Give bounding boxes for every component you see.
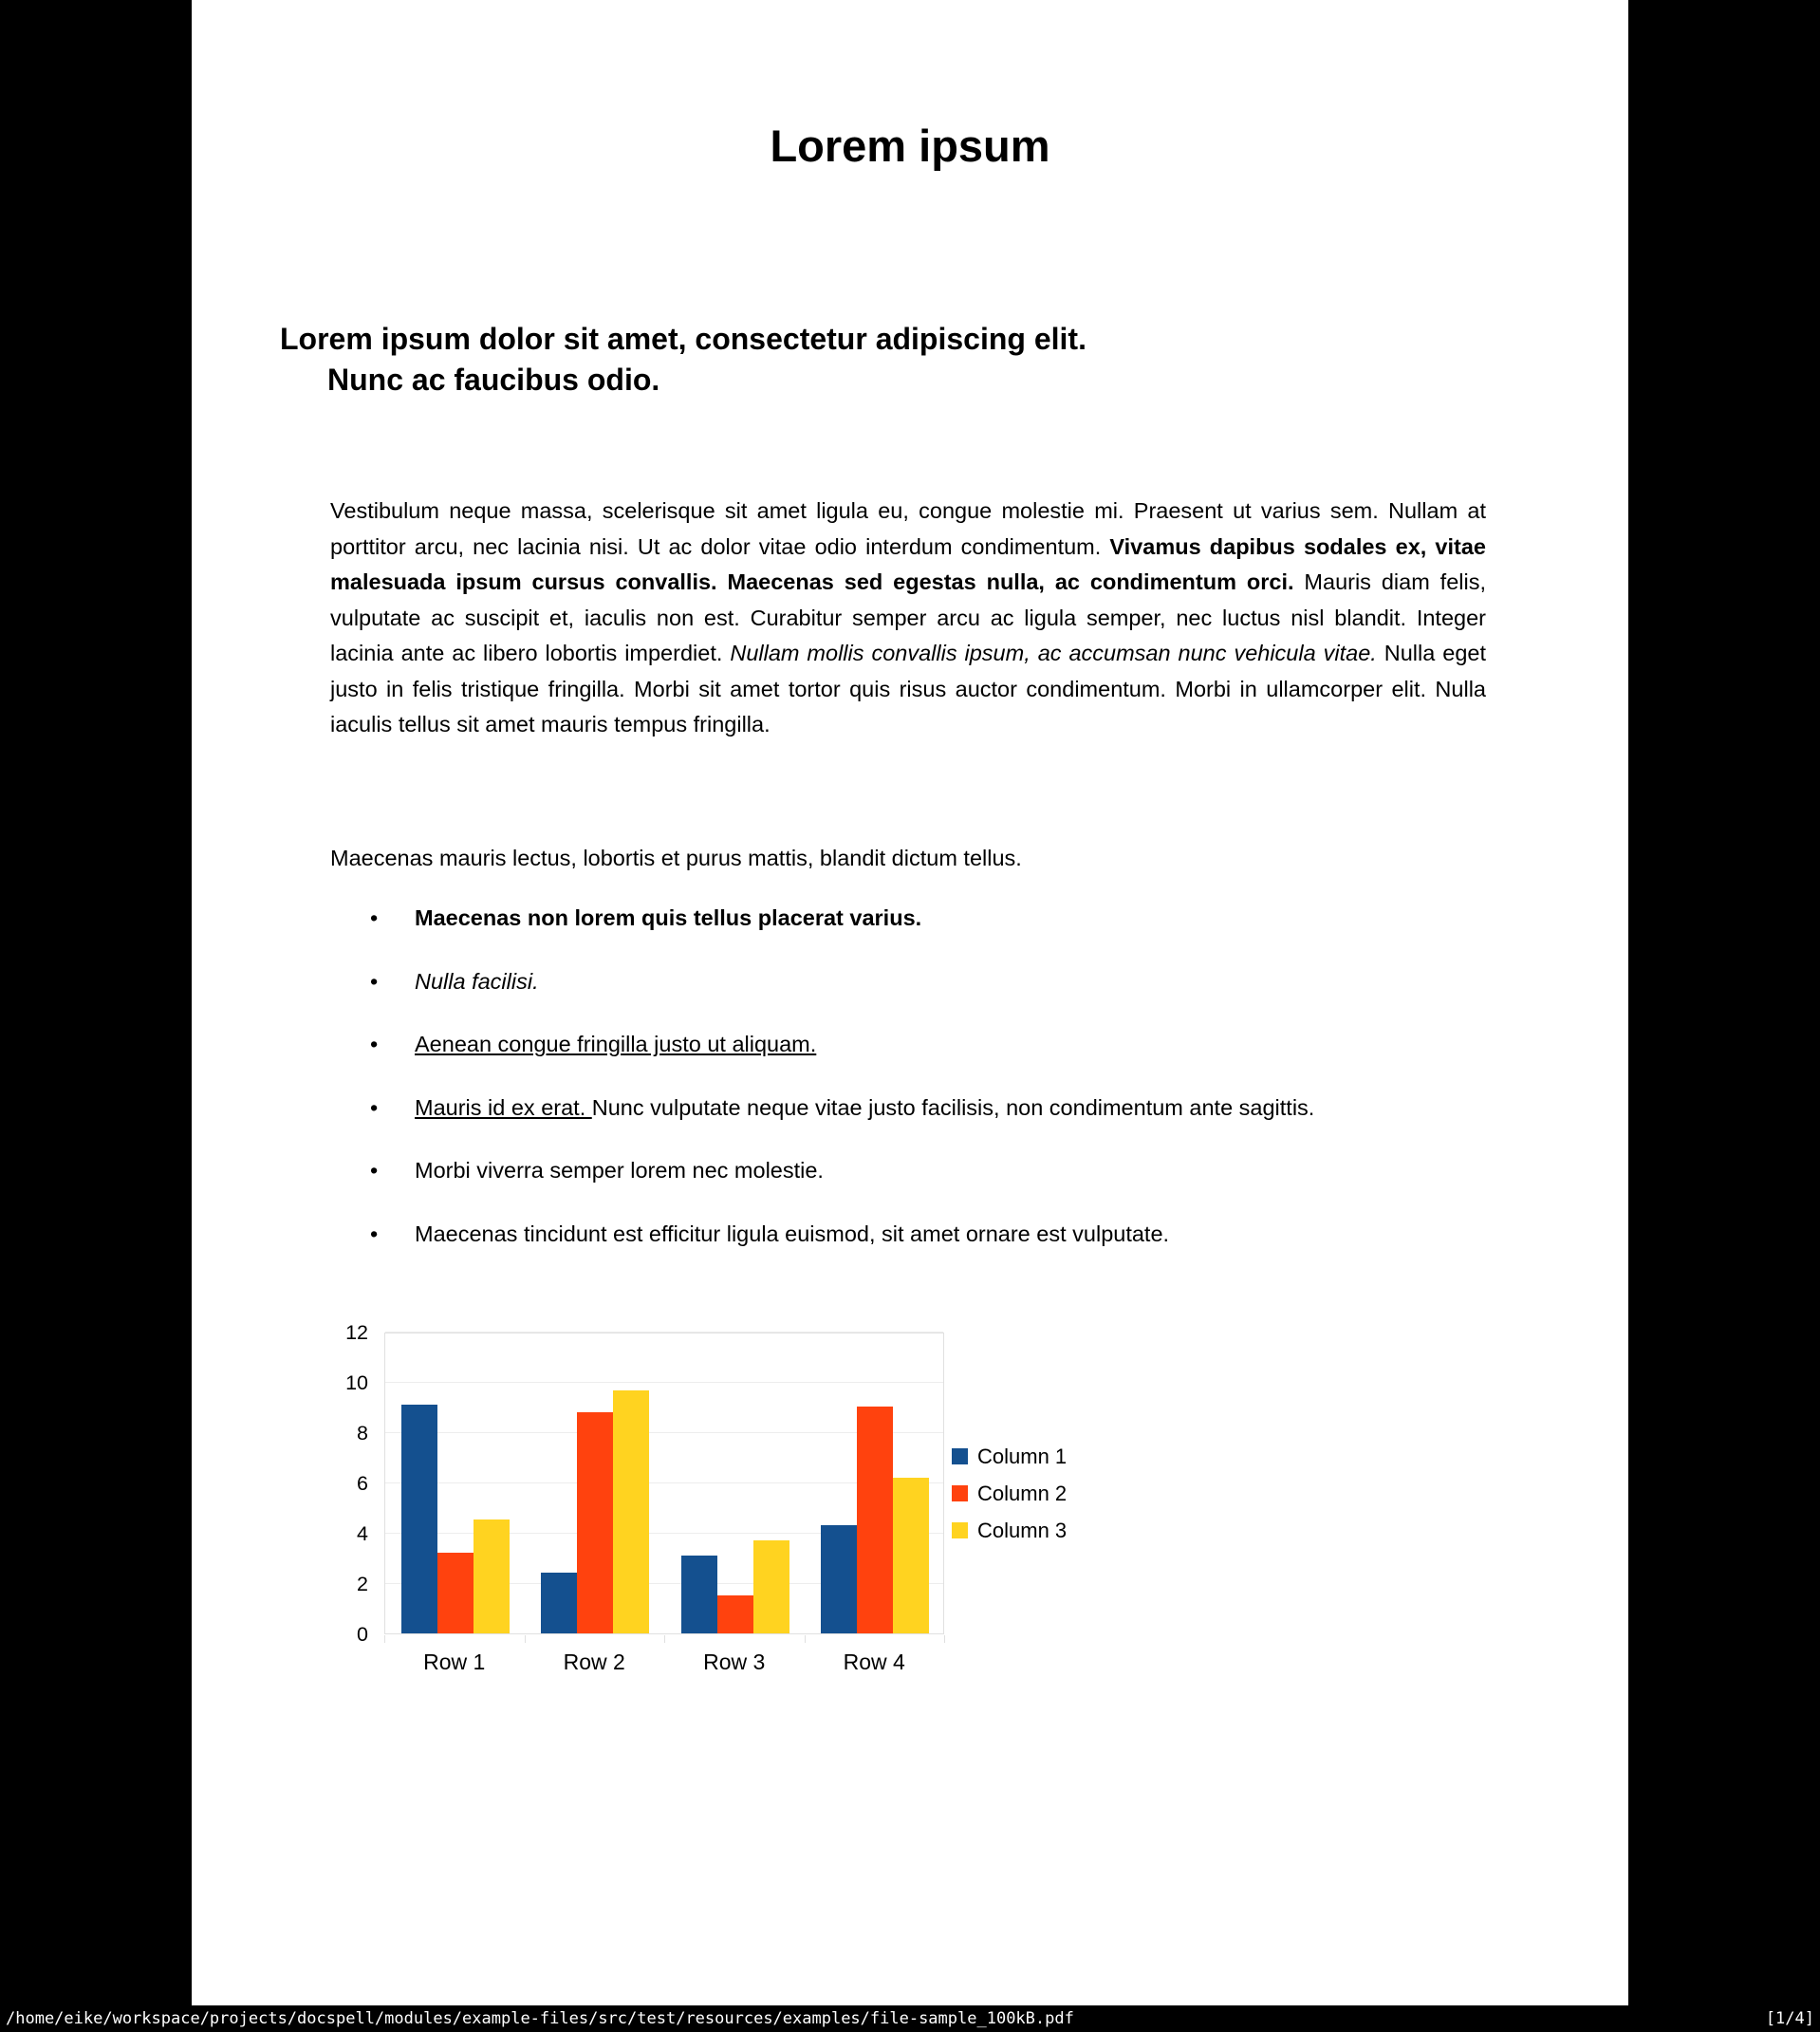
- list-item: [370, 1027, 1488, 1063]
- text-run: Vivamus dapibus sodales ex, vitae malesuada ipsum cursus convallis. Maecenas sed egestas nulla, ac condimentum orci.: [330, 533, 1486, 594]
- text-run: Nulla eget justo in felis tristique fringilla. Morbi sit amet tortor quis risus auctor condimentum. Morbi in ullamcorper elit. Nulla iaculis tellus sit amet mauris tempus fringilla.: [330, 641, 1486, 736]
- text-run: Aenean congue fringilla justo ut aliquam.: [415, 1032, 817, 1056]
- bar-row4-column2: [857, 1407, 893, 1633]
- y-tick-label: 0: [357, 1623, 368, 1646]
- text-run: Mauris diam felis, vulputate ac suscipit et, iaculis non est. Curabitur semper arcu ac ligula semper, nec luctus nisl blandit. Integer lacinia ante ac libero lobortis imperdiet.: [330, 569, 1487, 665]
- bar-row2-column2: [577, 1412, 613, 1633]
- legend-label: Column 1: [977, 1445, 1068, 1468]
- bar-group: [526, 1333, 666, 1633]
- list-item: [370, 964, 1488, 1000]
- bar-row2-column3: [613, 1390, 649, 1633]
- y-tick-label: 10: [345, 1371, 368, 1394]
- legend-row: [952, 1445, 1067, 1469]
- x-tick-mark: [384, 1635, 385, 1643]
- bar-row3-column2: [717, 1595, 753, 1633]
- list-item-text: [415, 1158, 824, 1183]
- x-axis-label: Row 2: [563, 1650, 625, 1674]
- y-tick-label: 6: [357, 1472, 368, 1495]
- x-tick-mark: [805, 1635, 806, 1643]
- legend-label: Column 2: [977, 1482, 1068, 1505]
- list-item-text: [415, 969, 539, 994]
- y-tick-label: 2: [357, 1573, 368, 1595]
- text-run: Nulla facilisi.: [415, 968, 539, 994]
- list-item: [370, 1217, 1488, 1253]
- text-run: Nunc vulputate neque vitae justo facilisis, non condimentum ante sagittis.: [591, 1094, 1315, 1120]
- second-paragraph: Maecenas mauris lectus, lobortis et purus mattis, blandit dictum tellus.: [330, 846, 1022, 870]
- bar-row3-column1: [681, 1556, 717, 1633]
- legend-swatch: [952, 1448, 968, 1464]
- status-bar: [0, 2005, 1820, 2032]
- y-tick-label: 12: [345, 1321, 368, 1344]
- bar-row4-column3: [893, 1478, 929, 1633]
- bar-group: [385, 1333, 526, 1633]
- legend-row: [952, 1519, 1067, 1543]
- status-file-path: /home/eike/workspace/projects/docspell/modules/example-files/src/test/resources/examples/file-sample_100kB.pdf: [6, 2009, 1074, 2028]
- text-run: Vestibulum neque massa, scelerisque sit amet ligula eu, congue molestie mi. Praesent ut varius sem. Nullam at porttitor arcu, nec lacinia nisi. Ut ac dolor vitae odio interdum condimentum.: [330, 498, 1486, 559]
- text-run: Maecenas tincidunt est efficitur ligula euismod, sit amet ornare est vulputate.: [415, 1221, 1170, 1246]
- bar-row1-column3: [474, 1519, 510, 1633]
- bullet-icon: •: [370, 968, 379, 994]
- x-tick-mark: [525, 1635, 526, 1643]
- chart-plot-area: [384, 1333, 944, 1634]
- list-item-text: [415, 1095, 1314, 1120]
- bar-row1-column1: [401, 1405, 437, 1633]
- list-item-text: [415, 905, 921, 930]
- legend-swatch: [952, 1522, 968, 1538]
- y-tick-label: 8: [357, 1422, 368, 1445]
- chart-legend: [952, 1445, 1067, 1556]
- document-page[interactable]: [192, 0, 1628, 2005]
- bar-row1-column2: [437, 1553, 474, 1633]
- bullet-icon: •: [370, 1094, 379, 1120]
- list-item: [370, 1091, 1488, 1127]
- legend-label: Column 3: [977, 1519, 1068, 1542]
- list-item: [370, 901, 1488, 937]
- document-title: Lorem ipsum: [770, 121, 1050, 171]
- y-tick-label: 4: [357, 1522, 368, 1545]
- gridline: [385, 1332, 943, 1333]
- bar-row4-column1: [821, 1525, 857, 1633]
- heading-line-1: Lorem ipsum dolor sit amet, consectetur adipiscing elit.: [280, 322, 1086, 356]
- bar-row3-column3: [753, 1540, 789, 1633]
- bar-row2-column1: [541, 1573, 577, 1633]
- bullet-list: [370, 901, 1488, 1279]
- bar-chart: [254, 1319, 1213, 1718]
- list-item-text: [415, 1221, 1169, 1246]
- status-page-indicator: [1/4]: [1765, 2009, 1814, 2028]
- x-axis-label: Row 1: [423, 1650, 486, 1674]
- heading-line-2: Nunc ac faucibus odio.: [327, 363, 660, 397]
- bullet-icon: •: [370, 1032, 379, 1056]
- text-run: Nullam mollis convallis ipsum, ac accumsan nunc vehicula vitae.: [730, 641, 1384, 665]
- x-tick-mark: [664, 1635, 665, 1643]
- x-axis-label: Row 3: [703, 1650, 766, 1674]
- list-item-text: [415, 1032, 816, 1056]
- section-heading: [280, 319, 1324, 401]
- text-run: Morbi viverra semper lorem nec molestie.: [415, 1158, 824, 1183]
- x-tick-mark: [944, 1635, 945, 1643]
- bullet-icon: •: [370, 905, 379, 930]
- text-run: Maecenas non lorem quis tellus placerat varius.: [415, 905, 922, 930]
- x-axis-label: Row 4: [843, 1650, 905, 1674]
- bar-group: [665, 1333, 806, 1633]
- bullet-icon: •: [370, 1158, 379, 1183]
- legend-swatch: [952, 1485, 968, 1501]
- bullet-icon: •: [370, 1221, 379, 1246]
- list-item: [370, 1153, 1488, 1189]
- text-run: Mauris id ex erat.: [415, 1094, 592, 1120]
- bar-group: [806, 1333, 946, 1633]
- body-paragraph: [330, 494, 1486, 743]
- legend-row: [952, 1482, 1067, 1506]
